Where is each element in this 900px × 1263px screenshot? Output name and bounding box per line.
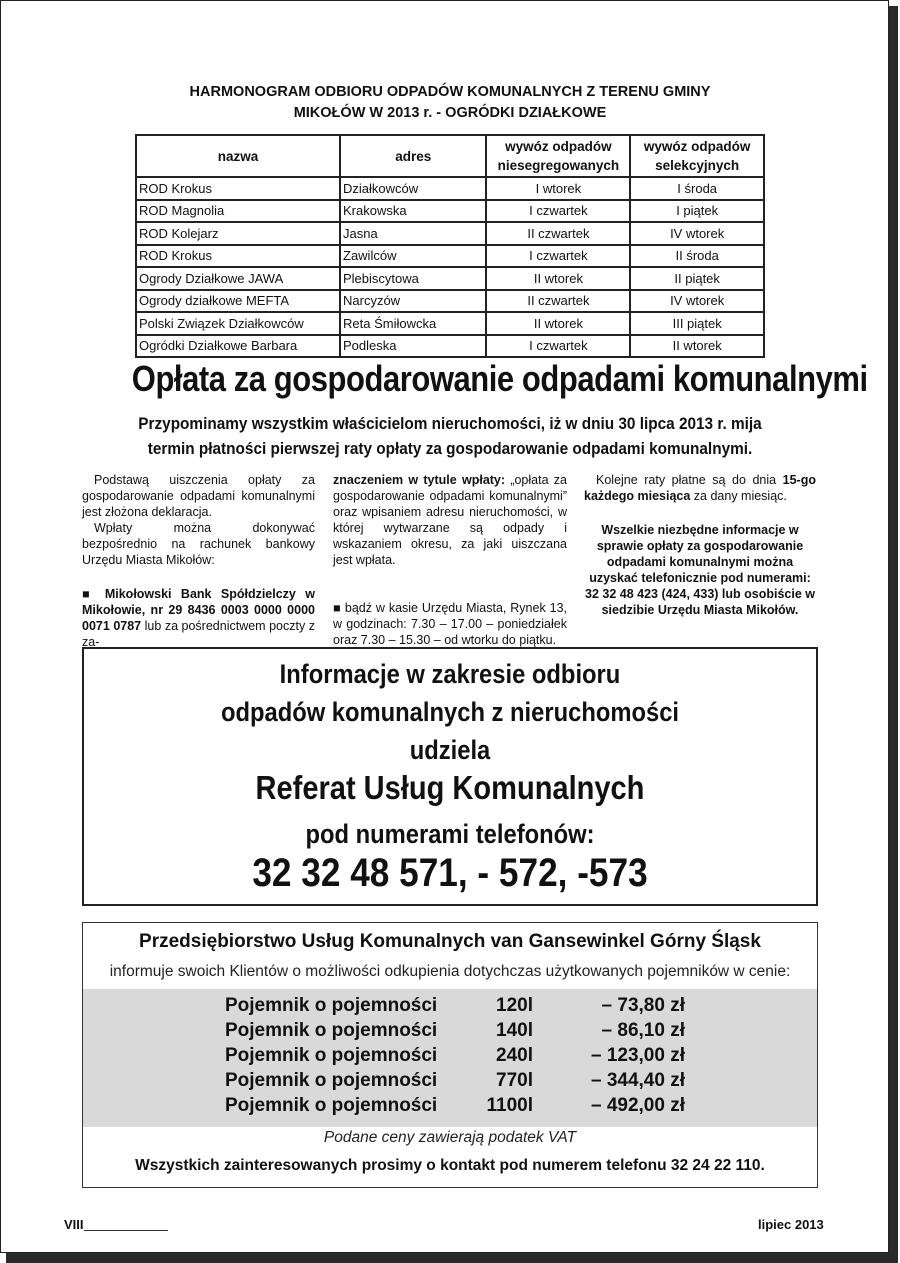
fee-col3-paragraph1 xyxy=(584,472,816,504)
table-row xyxy=(136,245,764,268)
header-selektywne-l2: selekcyjnych xyxy=(655,158,740,173)
container-capacity: 240l xyxy=(496,1045,533,1066)
info-line1: Informacje w zakresie odbioru xyxy=(279,659,621,689)
cell-nazwa: Ogródki Działkowe Barbara xyxy=(136,335,340,358)
info-line5: pod numerami telefonów: xyxy=(305,819,595,849)
page-number: VIII xyxy=(64,1217,84,1232)
cell-nazwa: Ogrody działkowe MEFTA xyxy=(136,290,340,313)
container-label: Pojemnik o pojemności xyxy=(225,1045,438,1066)
cell-niesegregowane: I czwartek xyxy=(486,335,630,358)
schedule-title-line1: HARMONOGRAM ODBIORU ODPADÓW KOMUNALNYCH Z TERENU GMINY xyxy=(189,84,711,100)
info-box xyxy=(82,647,818,906)
header-niesegregowane-l1: wywóz odpadów xyxy=(505,139,612,154)
header-niesegregowane xyxy=(486,135,630,177)
fee-heading: Opłata za gospodarowanie odpadami komunalnymi xyxy=(131,358,868,399)
fee-col3-deadline: 15-go każdego miesiąca xyxy=(584,473,816,503)
schedule-header-row xyxy=(136,135,764,177)
fee-column-1 xyxy=(82,472,315,650)
cell-selektywne: I piątek xyxy=(630,200,764,223)
cell-selektywne: I środa xyxy=(630,177,764,200)
fee-col1-bank xyxy=(82,586,315,650)
contact-note: Wszystkich zainteresowanych prosimy o kontakt pod numerem telefonu 32 24 22 110. xyxy=(135,1157,765,1174)
schedule-title xyxy=(120,82,780,124)
list-item xyxy=(83,995,817,1020)
cell-adres: Działkowców xyxy=(340,177,486,200)
cell-niesegregowane: II czwartek xyxy=(486,222,630,245)
fee-col1-paragraph2: Wpłaty można dokonywać bezpośrednio na rachunek bankowy Urzędu Miasta Mikołów: xyxy=(82,521,315,567)
cell-nazwa: ROD Krokus xyxy=(136,177,340,200)
cell-nazwa: ROD Kolejarz xyxy=(136,222,340,245)
table-row xyxy=(136,177,764,200)
bank-account: ■ Mikołowski Bank Spółdzielczy w Mikołowie, nr 29 8436 0003 0000 0000 0071 0787 xyxy=(82,587,315,633)
cell-niesegregowane: I wtorek xyxy=(486,177,630,200)
table-row xyxy=(136,312,764,335)
info-line3: udziela xyxy=(409,735,491,765)
page-shadow-right xyxy=(889,6,898,1263)
cell-niesegregowane: II wtorek xyxy=(486,267,630,290)
container-capacity: 770l xyxy=(496,1070,533,1091)
list-item xyxy=(83,1020,817,1045)
container-price: – 123,00 zł xyxy=(590,1045,685,1066)
info-phones: 32 32 48 571, - 572, -573 xyxy=(252,851,648,895)
info-line4: Referat Usług Komunalnych xyxy=(255,769,645,806)
fee-col2-text: „opłata za gospodarowanie odpadami komunalnymi” oraz wpisaniem adresu nieruchomości, w której wytwarzane są odpady i wskazaniem okresu, za jaki uiszczana jest wpłata. xyxy=(333,473,567,567)
container-capacity: 140l xyxy=(496,1020,533,1041)
table-row xyxy=(136,267,764,290)
containers-title: Przedsiębiorstwo Usług Komunalnych van Gansewinkel Górny Śląsk xyxy=(139,931,761,952)
header-selektywne xyxy=(630,135,764,177)
header-adres: adres xyxy=(340,135,486,177)
table-row xyxy=(136,335,764,358)
container-price: – 73,80 zł xyxy=(601,995,685,1016)
cell-selektywne: II środa xyxy=(630,245,764,268)
issue-date: lipiec 2013 xyxy=(758,1217,824,1232)
container-price: – 492,00 zł xyxy=(590,1095,685,1116)
cell-nazwa: Ogrody Działkowe JAWA xyxy=(136,267,340,290)
vat-note: Podane ceny zawierają podatek VAT xyxy=(323,1129,577,1146)
containers-box xyxy=(82,922,818,1188)
cell-adres: Podleska xyxy=(340,335,486,358)
cell-selektywne: III piątek xyxy=(630,312,764,335)
container-price: – 86,10 zł xyxy=(601,1020,685,1041)
info-line2: odpadów komunalnych z nieruchomości xyxy=(220,697,680,727)
fee-column-3 xyxy=(584,472,816,618)
header-selektywne-l1: wywóz odpadów xyxy=(643,139,751,154)
cell-nazwa: ROD Krokus xyxy=(136,245,340,268)
list-item xyxy=(83,1045,817,1070)
cell-adres: Narcyzów xyxy=(340,290,486,313)
cell-adres: Jasna xyxy=(340,222,486,245)
container-capacity: 120l xyxy=(496,995,533,1016)
fee-col2-paragraph1 xyxy=(333,472,567,568)
cell-selektywne: IV wtorek xyxy=(630,290,764,313)
fee-column-2 xyxy=(333,472,567,648)
containers-intro: informuje swoich Klientów o możliwości odkupienia dotychczas użytkowanych pojemników w cenie: xyxy=(109,963,791,980)
page-shadow-bottom xyxy=(6,1253,898,1263)
header-niesegregowane-l2: niesegregowanych xyxy=(497,158,620,173)
fee-col3-paragraph2: Wszelkie niezbędne informacje w sprawie opłaty za gospodarowanie odpadami komunalnymi można uzyskać telefonicznie pod numerami: 32 32 48 423 (424, 433) lub osobiście w siedzibie Urzędu Miasta Mikołów. xyxy=(585,523,815,617)
container-label: Pojemnik o pojemności xyxy=(225,1020,438,1041)
header-nazwa: nazwa xyxy=(136,135,340,177)
fee-subheading xyxy=(115,412,785,462)
container-capacity: 1100l xyxy=(486,1095,533,1116)
cell-niesegregowane: I czwartek xyxy=(486,200,630,223)
cell-niesegregowane: I czwartek xyxy=(486,245,630,268)
fee-col1-tail: lub za pośrednictwem poczty z za- xyxy=(82,619,315,649)
container-label: Pojemnik o pojemności xyxy=(225,995,438,1016)
fee-col1-paragraph1: Podstawą uiszczenia opłaty za gospodarowanie odpadami komunalnymi jest złożona deklaracja. xyxy=(82,473,315,519)
cell-adres: Krakowska xyxy=(340,200,486,223)
schedule-title-line2: MIKOŁÓW W 2013 r. - OGRÓDKI DZIAŁKOWE xyxy=(293,105,607,121)
cell-selektywne: II piątek xyxy=(630,267,764,290)
fee-subheading-line1: Przypominamy wszystkim właścicielom nieruchomości, iż w dniu 30 lipca 2013 r. mija xyxy=(138,415,762,433)
fee-subheading-line2: termin płatności pierwszej raty opłaty za gospodarowanie odpadami komunalnymi. xyxy=(147,440,753,458)
cell-selektywne: II wtorek xyxy=(630,335,764,358)
cell-nazwa: ROD Magnolia xyxy=(136,200,340,223)
table-row xyxy=(136,222,764,245)
cell-selektywne: IV wtorek xyxy=(630,222,764,245)
cell-adres: Zawilców xyxy=(340,245,486,268)
cell-niesegregowane: II wtorek xyxy=(486,312,630,335)
fee-col3-c: za dany miesiąc. xyxy=(690,489,787,503)
schedule-table xyxy=(135,134,765,358)
footer-rule xyxy=(84,1230,168,1231)
list-item xyxy=(83,1070,817,1095)
containers-price-list xyxy=(83,989,817,1127)
container-label: Pojemnik o pojemności xyxy=(225,1095,438,1116)
cell-niesegregowane: II czwartek xyxy=(486,290,630,313)
list-item xyxy=(83,1095,817,1120)
cell-nazwa: Polski Związek Działkowców xyxy=(136,312,340,335)
fee-col2-paragraph2: ■ bądź w kasie Urzędu Miasta, Rynek 13, w godzinach: 7.30 – 17.00 – poniedziałek oraz 7.30 – 15.30 – od wtorku do piątku. xyxy=(333,601,567,647)
table-row xyxy=(136,200,764,223)
cell-adres: Reta Śmiłowcka xyxy=(340,312,486,335)
table-row xyxy=(136,290,764,313)
container-price: – 344,40 zł xyxy=(590,1070,685,1091)
cell-adres: Plebiscytowa xyxy=(340,267,486,290)
fee-col3-a: Kolejne raty płatne są do dnia xyxy=(596,473,783,487)
container-label: Pojemnik o pojemności xyxy=(225,1070,438,1091)
fee-col2-bold: znaczeniem w tytule wpłaty: xyxy=(333,473,506,487)
